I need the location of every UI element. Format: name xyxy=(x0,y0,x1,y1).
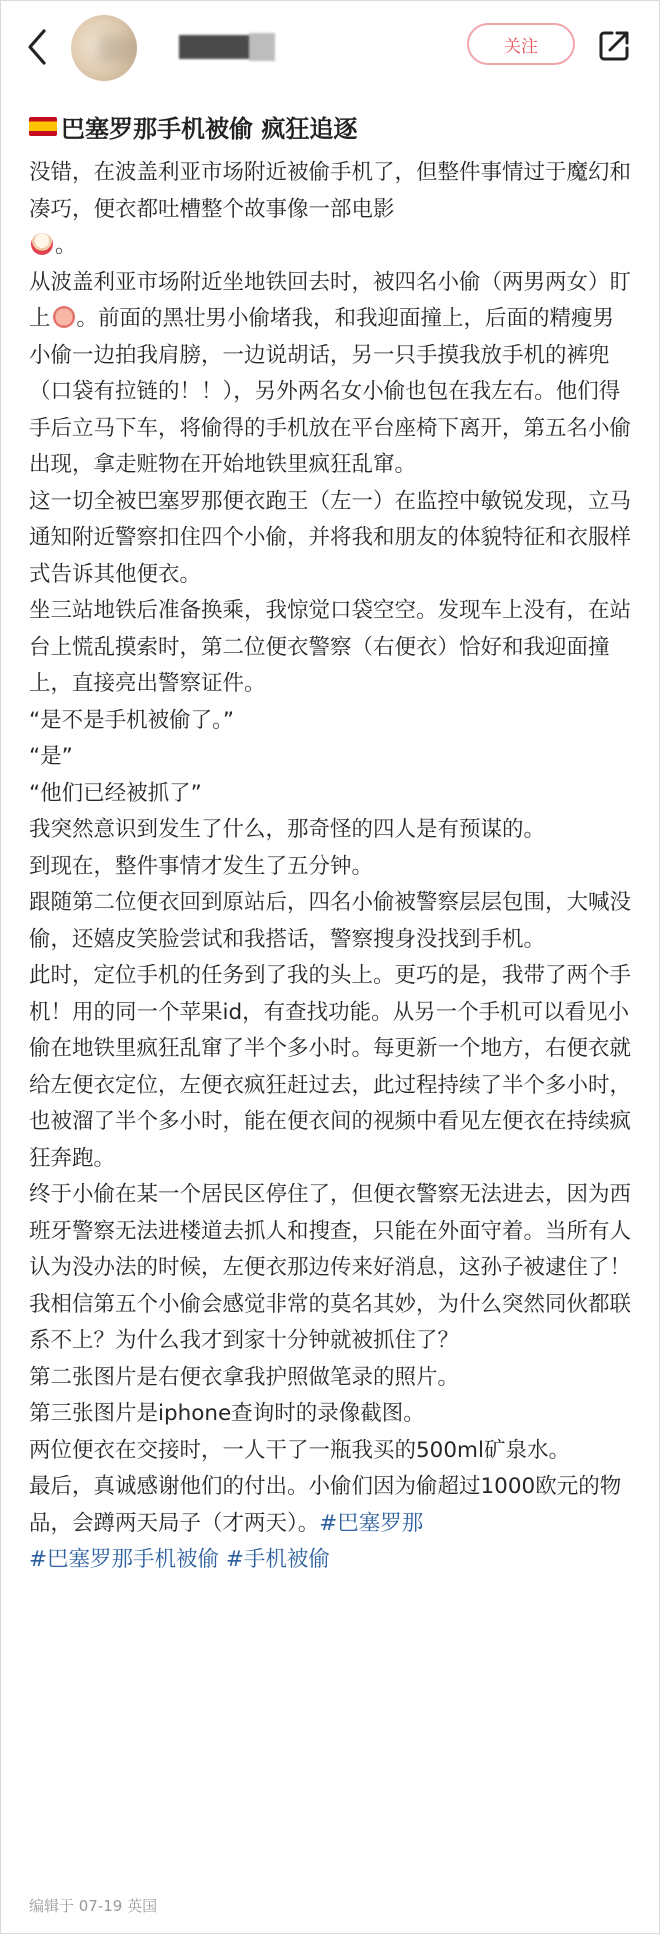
paragraph: 第二张图片是右便衣拿我护照做笔录的照片。 xyxy=(29,1364,460,1390)
quote-line: “是不是手机被偷了。” xyxy=(29,707,235,733)
popcorn-emoji-icon xyxy=(31,233,53,255)
back-button[interactable] xyxy=(19,25,55,69)
share-icon xyxy=(596,28,632,64)
post-title xyxy=(29,105,635,147)
quote-line: “他们已经被抓了” xyxy=(29,780,202,806)
paragraph xyxy=(29,155,635,265)
post-body xyxy=(29,155,635,1542)
edit-meta: 编辑于 07-19 英国 xyxy=(29,1897,158,1915)
paragraph: 终于小偷在某一个居民区停住了，但便衣警察无法进去，因为西班牙警察无法进楼道去抓人和搜查，只能在外面守着。当所有人认为没办法的时候，左便衣那边传来好消息，这孙子被逮住了！ xyxy=(29,1182,632,1280)
hashtag-link[interactable]: #巴塞罗那手机被偷 xyxy=(29,1547,220,1572)
paragraph: 我相信第五个小偷会感觉非常的莫名其妙，为什么突然同伙都联系不上？为什么我才到家十分钟就被抓住了？ xyxy=(29,1291,632,1353)
share-button[interactable] xyxy=(593,25,635,67)
paragraph xyxy=(29,1469,635,1542)
paragraph: 此时，定位手机的任务到了我的头上。更巧的是，我带了两个手机！用的同一个苹果id，有查找功能。从另一个手机可以看见小偷在地铁里疯狂乱窜了半个多小时。每更新一个地方，右便衣就给左便衣定位，左便衣疯狂赶过去，此过程持续了半个多小时，也被溜了半个多小时，能在便衣间的视频中看见左便衣在持续疯狂奔跑。 xyxy=(29,963,632,1171)
paragraph: 跟随第二位便衣回到原站后，四名小偷被警察层层包围，大喊没偷，还嬉皮笑脸尝试和我搭话，警察搜身没找到手机。 xyxy=(29,890,632,952)
top-bar xyxy=(1,1,660,93)
period-text: 。 xyxy=(55,233,77,258)
post-title-text: 巴塞罗那手机被偷 疯狂追逐 xyxy=(61,114,358,143)
paragraph-text: 没错，在波盖利亚市场附近被偷手机了，但整件事情过于魔幻和凑巧，便衣都吐槽整个故事像一部电影 xyxy=(29,160,632,222)
paragraph-text: 从波盖利亚市场附近坐地铁回去时，被四名小偷（两男两女）盯上 xyxy=(29,269,632,331)
paragraph: 到现在，整件事情才发生了五分钟。 xyxy=(29,853,374,879)
post-content xyxy=(29,105,635,1579)
hashtag-row xyxy=(29,1542,635,1579)
paragraph-text: 最后，真诚感谢他们的付出。小偷们因为偷超过1000欧元的物品，会蹲两天局子（才两天）。 xyxy=(29,1474,622,1536)
paragraph: 坐三站地铁后准备换乘，我惊觉口袋空空。发现车上没有，在站台上慌乱摸索时，第二位便衣警察（右便衣）恰好和我迎面撞上，直接亮出警察证件。 xyxy=(29,598,632,696)
paragraph: 两位便衣在交接时，一人干了一瓶我买的500ml矿泉水。 xyxy=(29,1437,570,1463)
hashtag-link[interactable]: #手机被偷 xyxy=(225,1547,330,1572)
paragraph xyxy=(29,265,635,484)
avatar[interactable] xyxy=(71,15,137,81)
spain-flag-icon xyxy=(29,117,57,136)
quote-line: “是” xyxy=(29,744,73,769)
angry-face-emoji-icon xyxy=(53,306,75,328)
chevron-left-icon xyxy=(26,28,48,66)
paragraph: 这一切全被巴塞罗那便衣跑王（左一）在监控中敏锐发现，立马通知附近警察扣住四个小偷，并将我和朋友的体貌特征和衣服样式告诉其他便衣。 xyxy=(29,488,632,587)
paragraph-text: 。前面的黑壮男小偷堵我，和我迎面撞上，后面的精瘦男小偷一边拍我肩膀，一边说胡话，另一只手摸我放手机的裤兜（口袋有拉链的！！），另外两名女小偷也包在我左右。他们得手后立马下车，将偷得的手机放在平台座椅下离开，第五名小偷出现，拿走赃物在开始地铁里疯狂乱窜。 xyxy=(29,306,632,477)
author-name-redacted[interactable] xyxy=(179,35,275,59)
paragraph: 我突然意识到发生了什么，那奇怪的四人是有预谋的。 xyxy=(29,817,546,842)
hashtag-link[interactable]: #巴塞罗那 xyxy=(319,1510,424,1536)
follow-button[interactable]: 关注 xyxy=(467,23,575,65)
paragraph: 第三张图片是iphone查询时的录像截图。 xyxy=(29,1401,425,1426)
